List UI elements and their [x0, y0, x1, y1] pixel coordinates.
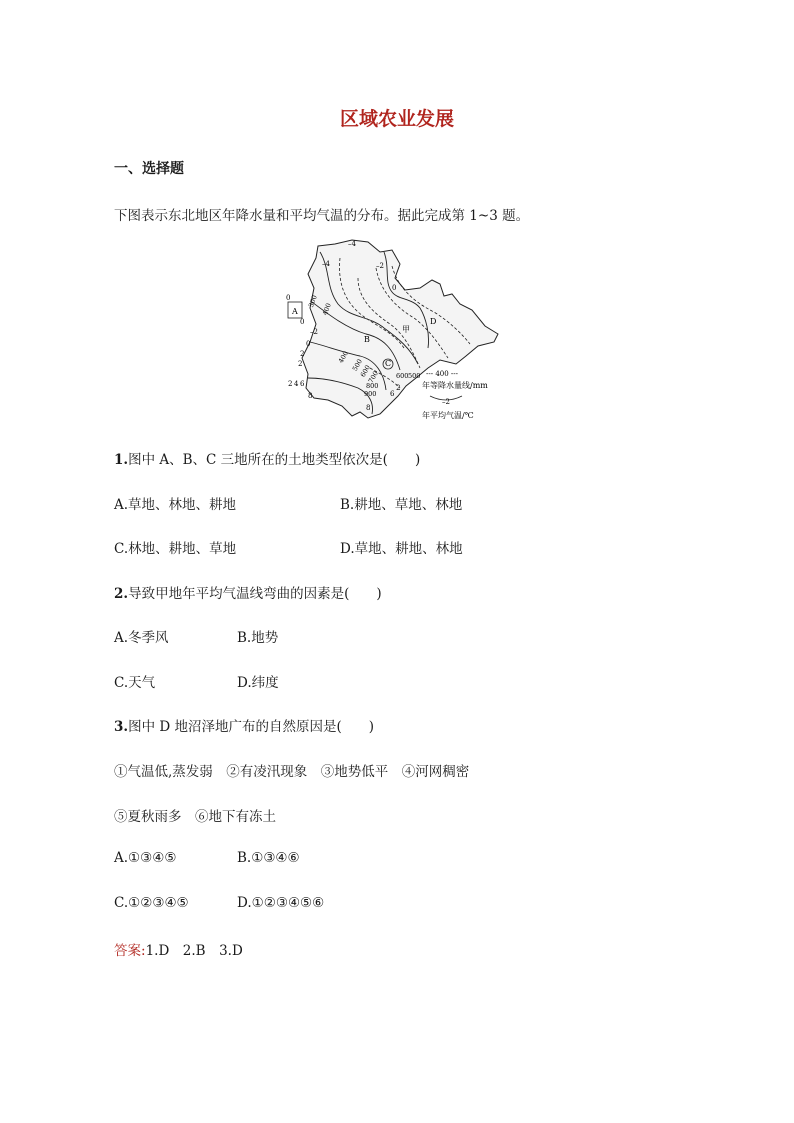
label-c: C [385, 359, 392, 368]
isoline-label: 6 [390, 390, 395, 398]
isoline-label: 600 [396, 372, 409, 380]
q2-option-c: C.天气 [114, 675, 156, 691]
question-stem: 导致甲地年平均气温线弯曲的因素是( ) [128, 586, 382, 602]
label-jia: 甲 [402, 325, 410, 334]
legend-temp-value: –2 [442, 398, 450, 406]
isoline-label: 2 [298, 360, 303, 368]
isoline-label: 0 [300, 318, 305, 326]
isoline-label: –4 [348, 240, 356, 248]
isoline-label: 2 [396, 384, 401, 392]
answer-text: 1.D 2.B 3.D [145, 943, 243, 959]
isoline-label: 8 [366, 404, 371, 412]
q2-option-b: B.地势 [237, 630, 279, 646]
page-title: 区域农业发展 [339, 108, 454, 130]
isoline-label: 900 [364, 390, 377, 398]
question-number: 1. [114, 452, 129, 468]
isoline-label: 300 [306, 294, 319, 309]
legend-precip-value: --- 400 --- [426, 370, 459, 378]
question-number: 2. [114, 586, 129, 602]
q3-items-line-2: ⑤夏秋雨多 ⑥地下有冻土 [114, 809, 276, 825]
isoline-label: 400 [336, 349, 350, 365]
q1-option-c: C.林地、耕地、草地 [114, 541, 237, 557]
isoline-label: 6 [300, 380, 305, 388]
label-d: D [430, 317, 437, 326]
isoline-label: 700 [366, 369, 380, 385]
isoline-label: 0 [392, 284, 397, 292]
q2-option-a: A.冬季风 [114, 630, 169, 646]
legend-precip-label: 年等降水量线/mm [422, 381, 488, 390]
isoline-label: –2 [376, 262, 384, 270]
question-2 [114, 582, 382, 602]
q3-option-a: A.①③④⑤ [114, 850, 177, 866]
isoline-label: 600 [358, 363, 372, 379]
isoline-label: 8 [308, 392, 313, 400]
question-1 [114, 448, 420, 468]
isoline-label: –2 [310, 328, 318, 336]
isoline-label: 2 [288, 380, 293, 388]
northeast-china-map [280, 238, 510, 428]
isoline-label: 2 [300, 350, 305, 358]
answer-line [114, 939, 243, 959]
q1-option-d: D.草地、耕地、林地 [340, 541, 463, 557]
q3-option-b: B.①③④⑥ [237, 850, 300, 866]
label-a: A [292, 307, 298, 316]
section-heading: 一、选择题 [114, 161, 184, 177]
q3-items-line-1: ①气温低,蒸发弱 ②有凌汛现象 ③地势低平 ④河网稠密 [114, 764, 470, 780]
isoline-label: 400 [320, 302, 333, 317]
q3-option-c: C.①②③④⑤ [114, 895, 189, 911]
isoline-label: 500 [350, 357, 364, 373]
q3-option-d: D.①②③④⑤⑥ [237, 895, 325, 911]
q1-option-b: B.耕地、草地、林地 [340, 497, 463, 513]
question-3 [114, 715, 374, 735]
isoline-label: 0 [306, 340, 311, 348]
intro-text: 下图表示东北地区年降水量和平均气温的分布。据此完成第 1~3 题。 [114, 208, 530, 224]
isoline-label: –4 [322, 260, 330, 268]
question-number: 3. [114, 719, 129, 735]
label-b: B [364, 335, 370, 344]
isoline-label: 0 [286, 294, 291, 302]
answer-label: 答案: [114, 943, 146, 959]
question-stem: 图中 A、B、C 三地所在的土地类型依次是( ) [128, 452, 421, 468]
isoline-label: 500 [408, 372, 421, 380]
q2-option-d: D.纬度 [237, 675, 279, 691]
isoline-label: 800 [366, 382, 379, 390]
isoline-label: 4 [294, 380, 299, 388]
q1-option-a: A.草地、林地、耕地 [114, 497, 237, 513]
question-stem: 图中 D 地沼泽地广布的自然原因是( ) [128, 719, 375, 735]
legend-temp-label: 年平均气温/℃ [422, 411, 474, 420]
